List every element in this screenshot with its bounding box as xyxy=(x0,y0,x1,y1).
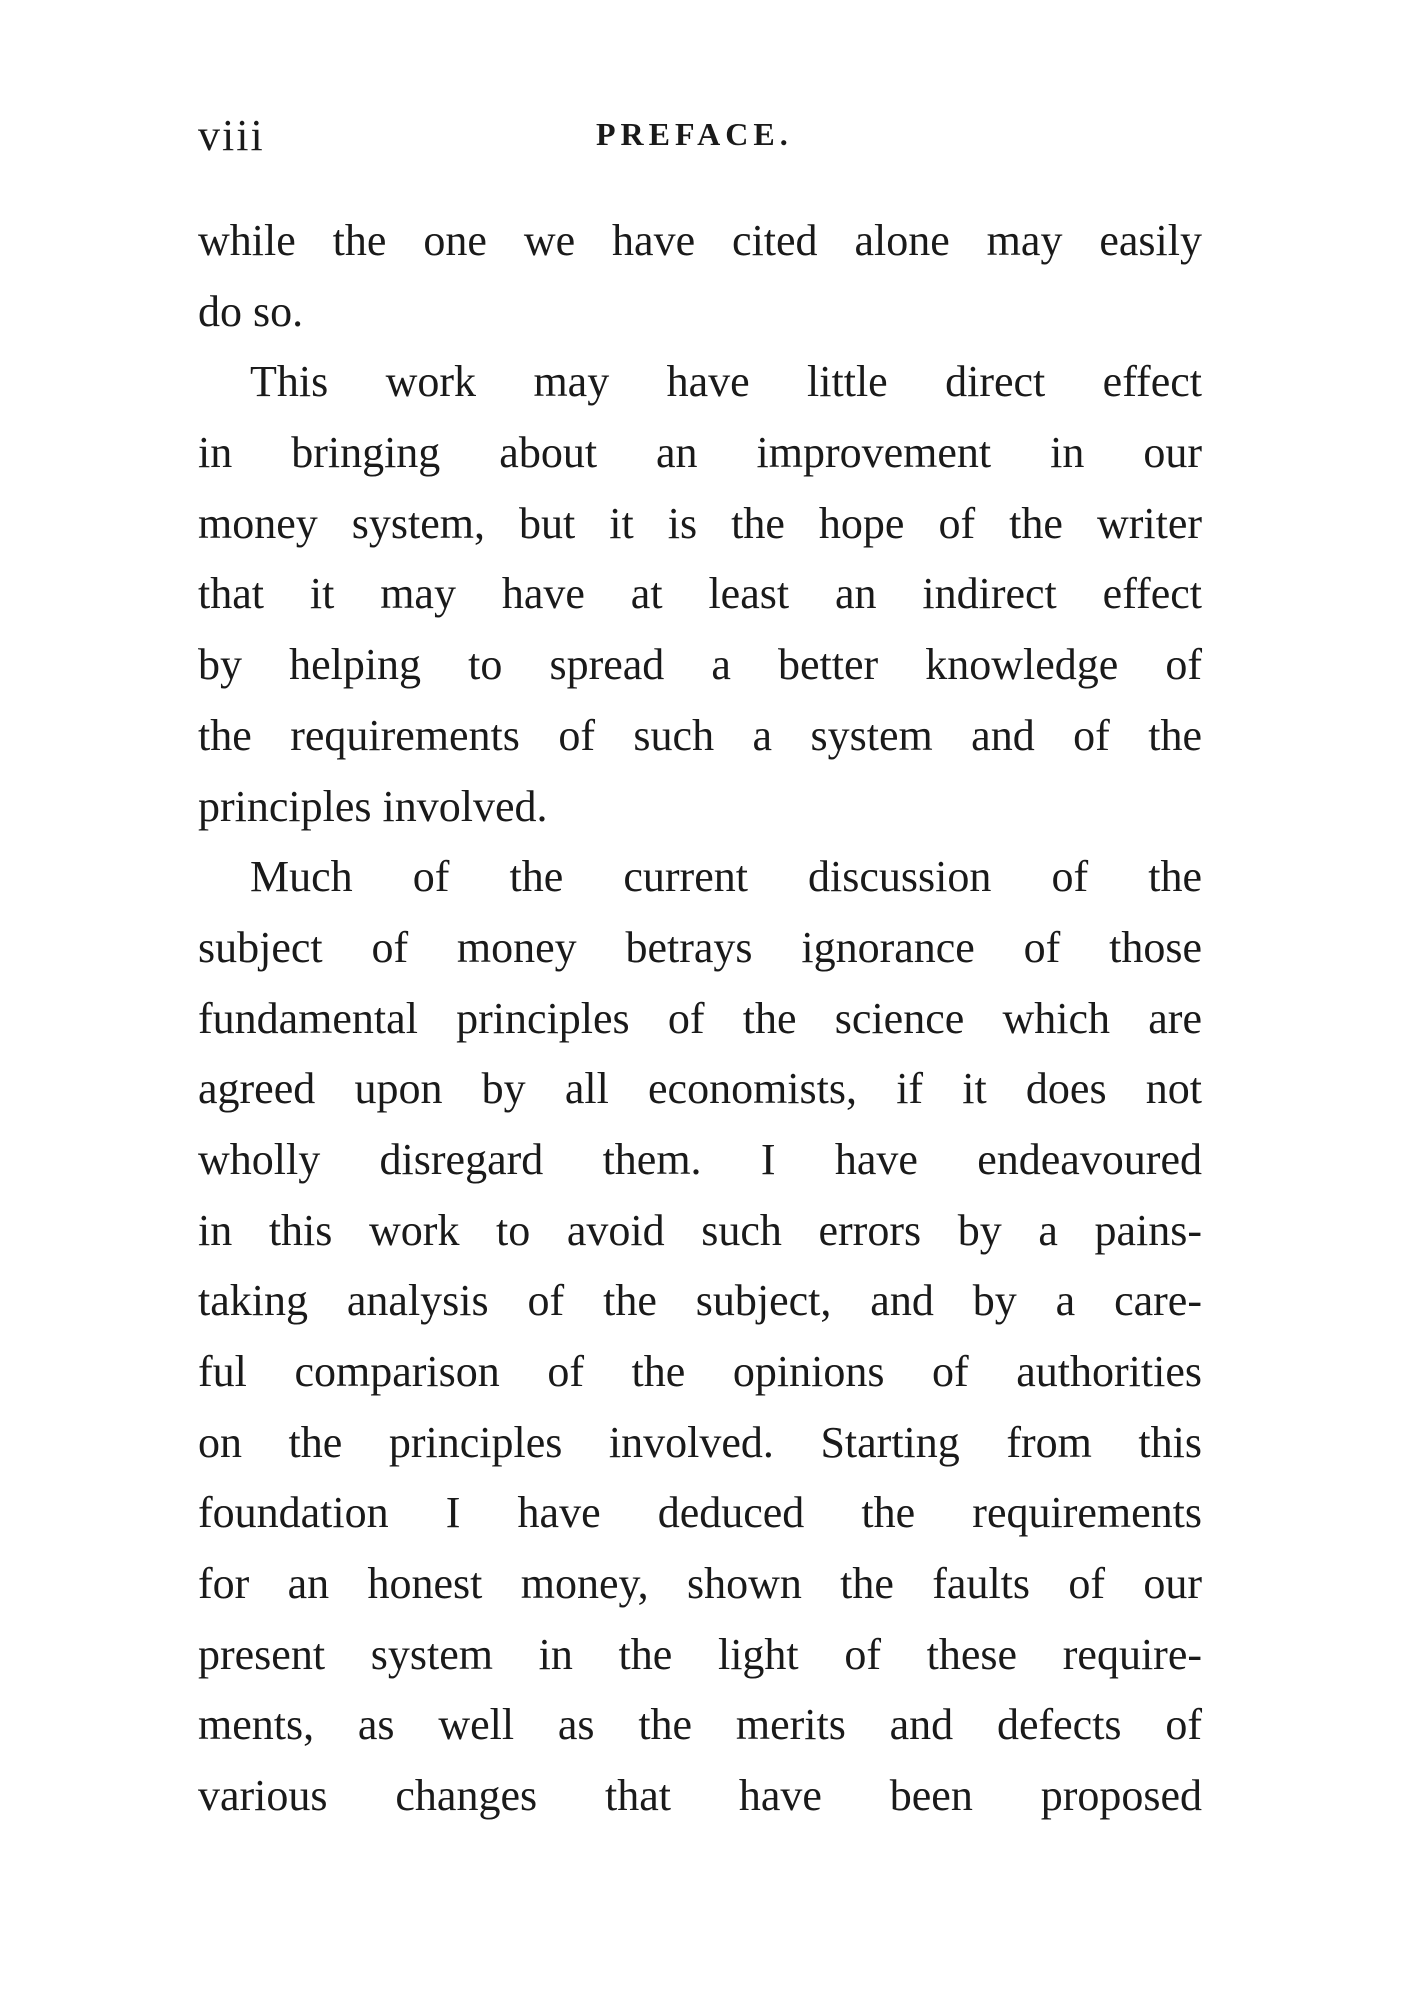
paragraph-first-line: This work may have little direct effect xyxy=(250,357,1202,407)
text-line: in bringing about an improvement in our xyxy=(198,428,1202,478)
text-line: foundation I have deduced the requirements xyxy=(198,1488,1202,1538)
paragraph-first-line: Much of the current discussion of the xyxy=(250,852,1202,902)
text-line: in this work to avoid such errors by a pains- xyxy=(198,1205,1202,1255)
page-header xyxy=(198,110,1202,170)
text-line: ful comparison of the opinions of authorities xyxy=(198,1347,1202,1396)
body-text xyxy=(198,206,1202,1832)
text-line: ments, as well as the merits and defects of xyxy=(198,1700,1202,1750)
text-line: do so. xyxy=(198,286,304,336)
text-line: agreed upon by all economists, if it does not xyxy=(198,1064,1202,1114)
text-line: various changes that have been proposed xyxy=(198,1771,1202,1821)
text-line: the requirements of such a system and of the xyxy=(198,710,1202,760)
text-line: for an honest money, shown the faults of our xyxy=(198,1559,1202,1609)
text-line: money system, but it is the hope of the writer xyxy=(198,498,1202,548)
text-line: while the one we have cited alone may easily xyxy=(198,216,1202,265)
text-line: wholly disregard them. I have endeavoured xyxy=(198,1134,1202,1184)
text-line: by helping to spread a better knowledge of xyxy=(198,640,1202,690)
text-line: on the principles involved. Starting from this xyxy=(198,1417,1202,1467)
running-title: PREFACE. xyxy=(596,116,793,152)
text-line: subject of money betrays ignorance of those xyxy=(198,922,1202,972)
page-number: viii xyxy=(198,111,265,160)
text-line: principles involved. xyxy=(198,781,548,831)
text-line: that it may have at least an indirect effect xyxy=(198,569,1202,619)
text-line: present system in the light of these require- xyxy=(198,1629,1202,1679)
text-line: taking analysis of the subject, and by a care- xyxy=(198,1276,1202,1326)
text-line: fundamental principles of the science which are xyxy=(198,993,1202,1043)
